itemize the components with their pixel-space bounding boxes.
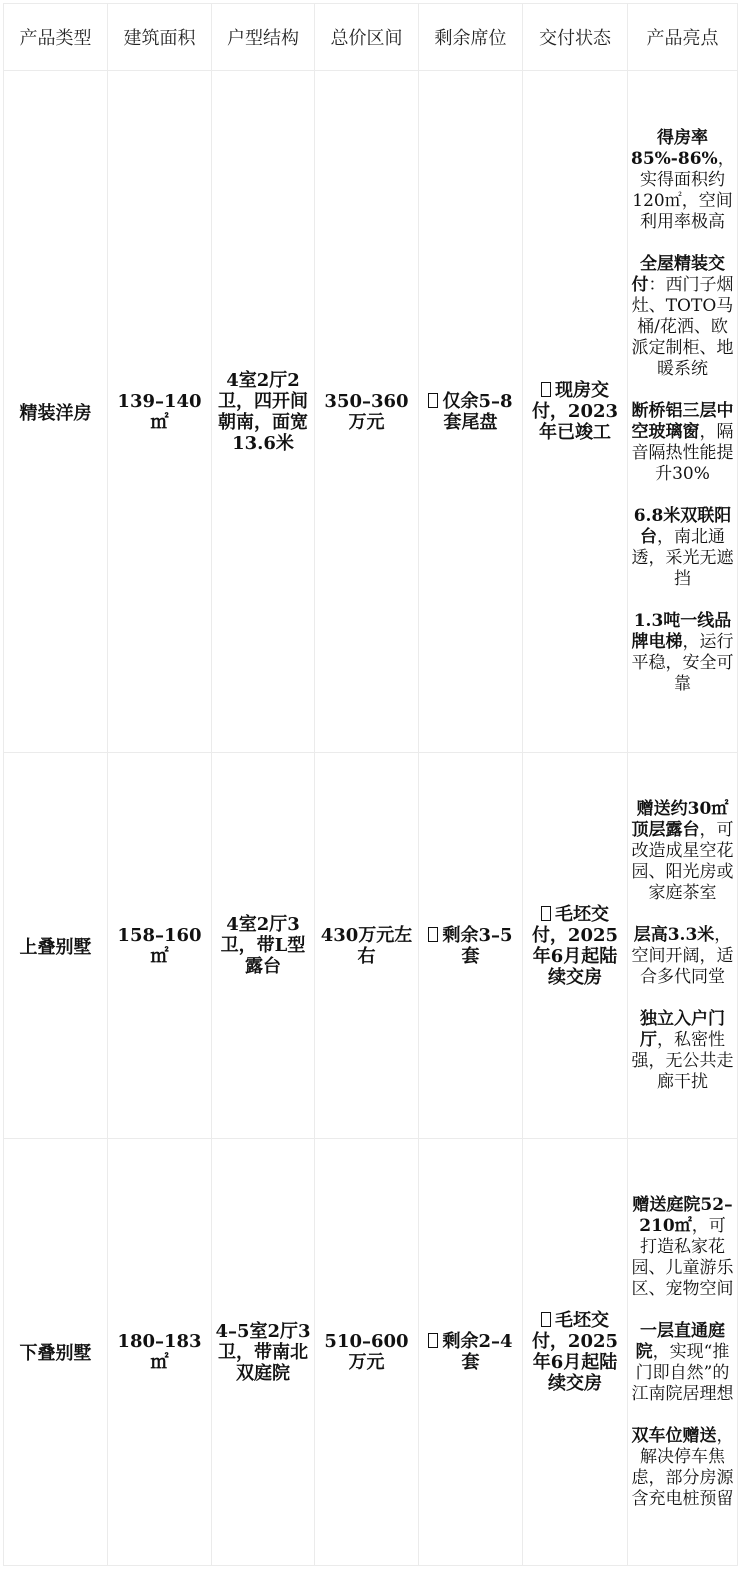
remaining-text: 仅余5–8套尾盘 [442, 390, 513, 433]
remaining-text: 剩余2–4套 [442, 1331, 513, 1373]
cell-highlights [628, 753, 738, 1139]
box-icon [541, 382, 551, 397]
cell-highlights [628, 1139, 738, 1566]
cell-delivery-status [523, 71, 628, 753]
cell-building-area: 158–160㎡ [108, 753, 212, 1139]
box-icon [428, 1333, 438, 1348]
highlight-bold: 赠送约30㎡顶层露台 [631, 798, 729, 840]
highlight-bold: 得房率85%-86% [631, 128, 718, 169]
highlight-text: ：西门子烟灶、TOTO马桶/花洒、欧派定制柜、地暖系统 [631, 275, 734, 379]
highlight-text: ，隔音隔热性能提升30% [631, 422, 734, 484]
highlight-item [631, 254, 734, 380]
status-text: 毛坯交付，2025年6月起陆续交房 [531, 1310, 619, 1394]
cell-building-area: 139–140㎡ [108, 71, 212, 753]
table-row [4, 753, 738, 1139]
cell-remaining-units [419, 1139, 523, 1566]
table-row [4, 1139, 738, 1566]
highlight-bold: 6.8米双联阳台 [633, 506, 732, 547]
box-icon [541, 1312, 551, 1327]
cell-total-price: 430万元左右 [315, 753, 419, 1139]
header-delivery-status: 交付状态 [523, 4, 628, 71]
highlight-bold: 双车位赠送 [631, 1425, 717, 1446]
box-icon [541, 906, 551, 921]
box-icon [428, 393, 438, 408]
remaining-text: 剩余3–5套 [442, 924, 513, 967]
cell-remaining-units [419, 71, 523, 753]
highlight-text: ，运行平稳，安全可靠 [631, 632, 734, 694]
cell-total-price: 350–360万元 [315, 71, 419, 753]
highlight-bold: 断桥铝三层中空玻璃窗 [631, 401, 734, 442]
table-header [4, 4, 738, 71]
highlight-text: ，可打造私家花园、儿童游乐区、宠物空间 [631, 1215, 734, 1299]
highlight-item [631, 128, 734, 233]
highlight-bold: 独立入户门厅 [640, 1008, 725, 1050]
header-row [4, 4, 738, 71]
box-icon [428, 927, 438, 942]
highlight-text: ，解决停车焦虑，部分房源含充电桩预留 [631, 1425, 734, 1509]
cell-building-area: 180–183㎡ [108, 1139, 212, 1566]
highlight-item [631, 1321, 734, 1405]
cell-layout: 4室2厅3卫，带L型露台 [212, 753, 315, 1139]
highlight-item [631, 1426, 734, 1510]
highlight-text: ，南北通透，采光无遮挡 [631, 527, 734, 589]
header-building-area: 建筑面积 [108, 4, 212, 71]
cell-layout: 4室2厅2卫，四开间朝南，面宽13.6米 [212, 71, 315, 753]
cell-product-type: 精装洋房 [4, 71, 108, 753]
highlight-item [631, 925, 734, 988]
product-comparison-table [3, 3, 738, 1566]
header-highlights: 产品亮点 [628, 4, 738, 71]
highlight-text: ，私密性强，无公共走廊干扰 [631, 1029, 734, 1092]
highlight-bold: 赠送庭院52–210㎡ [632, 1194, 733, 1236]
highlight-item [631, 506, 734, 590]
highlight-bold: 全屋精装交付 [631, 254, 725, 295]
highlight-item [631, 799, 734, 904]
highlight-text: ，实得面积约120㎡，空间利用率极高 [632, 149, 735, 232]
highlight-text: ，空间开阔，适合多代同堂 [631, 924, 734, 987]
highlight-item [631, 611, 734, 695]
header-layout: 户型结构 [212, 4, 315, 71]
highlight-item [631, 401, 734, 485]
cell-product-type: 上叠别墅 [4, 753, 108, 1139]
table-row [4, 71, 738, 753]
highlight-bold: 层高3.3米 [633, 924, 715, 945]
highlight-text: ，可改造成星空花园、阳光房或家庭茶室 [631, 819, 734, 903]
highlight-item [631, 1195, 734, 1300]
status-text: 毛坯交付，2025年6月起陆续交房 [531, 903, 619, 988]
cell-delivery-status [523, 1139, 628, 1566]
cell-highlights [628, 71, 738, 753]
highlight-item [631, 1009, 734, 1093]
cell-layout: 4–5室2厅3卫，带南北双庭院 [212, 1139, 315, 1566]
highlight-bold: 1.3吨一线品牌电梯 [631, 611, 732, 652]
cell-remaining-units [419, 753, 523, 1139]
header-remaining-units: 剩余席位 [419, 4, 523, 71]
header-total-price: 总价区间 [315, 4, 419, 71]
cell-delivery-status [523, 753, 628, 1139]
status-text: 现房交付，2023年已竣工 [531, 380, 619, 443]
highlight-bold: 一层直通庭院 [635, 1320, 725, 1362]
cell-product-type: 下叠别墅 [4, 1139, 108, 1566]
header-product-type: 产品类型 [4, 4, 108, 71]
cell-total-price: 510–600万元 [315, 1139, 419, 1566]
highlight-text: ，实现“推门即自然”的江南院居理想 [631, 1341, 734, 1404]
